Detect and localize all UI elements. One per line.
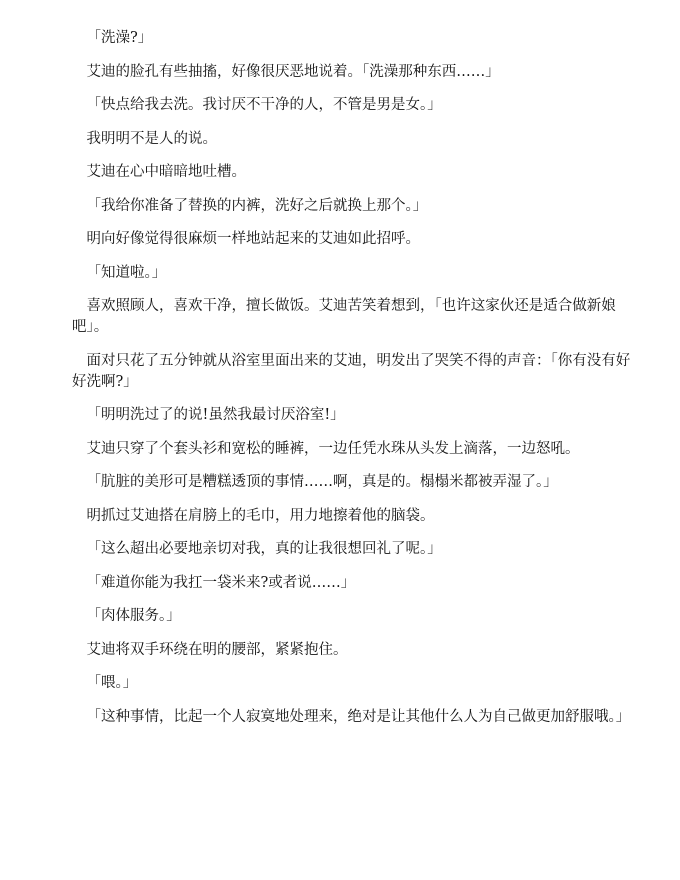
paragraph: 「洗澡?」 <box>86 30 153 46</box>
paragraph: 艾迪在心中暗暗地吐槽。 <box>86 164 246 180</box>
paragraph: 艾迪的脸孔有些抽搐，好像很厌恶地说着。「洗澡那种东西……」 <box>86 63 500 80</box>
paragraph: 「快点给我去洗。我讨厌不干净的人，不管是男是女。」 <box>86 97 442 113</box>
paragraph: 明抓过艾迪搭在肩膀上的毛巾，用力地擦着他的脑袋。 <box>86 507 435 524</box>
paragraph: 「喂。」 <box>86 675 138 691</box>
paragraph: 「肮脏的美形可是糟糕透顶的事情……啊，真是的。榻榻米都被弄湿了。」 <box>86 474 558 490</box>
paragraph: 艾迪将双手环绕在明的腰部，紧紧抱住。 <box>86 641 348 658</box>
paragraph: 「明明洗过了的说!虽然我最讨厌浴室!」 <box>86 407 345 423</box>
paragraph: 我明明不是人的说。 <box>86 130 217 147</box>
paragraph: 「肉体服务。」 <box>86 608 181 624</box>
paragraph: 「这种事情，比起一个人寂寞地处理来，绝对是让其他什么人为自己做更加舒服哦。」 <box>86 708 631 725</box>
paragraph: 艾迪只穿了个套头衫和宽松的睡裤，一边任凭水珠从头发上滴落，一边怒吼。 <box>86 440 580 457</box>
paragraph: 「难道你能为我扛一袋米来?或者说……」 <box>86 574 356 591</box>
paragraph: 「这么超出必要地亲切对我，真的让我很想回礼了呢。」 <box>86 541 442 557</box>
paragraph: 明向好像觉得很麻烦一样地站起来的艾迪如此招呼。 <box>86 231 420 247</box>
paragraph: 「我给你准备了替换的内裤，洗好之后就换上那个。」 <box>86 197 428 214</box>
paragraph: 面对只花了五分钟就从浴室里面出来的艾迪，明发出了哭笑不得的声音：「你有没有好好洗啊?」 <box>72 352 631 390</box>
paragraph: 「知道啦。」 <box>86 264 167 281</box>
text-column <box>72 28 632 740</box>
paragraph: 喜欢照顾人，喜欢干净，擅长做饭。艾迪苦笑着想到，「也许这家伙还是适合做新娘吧」。 <box>72 298 616 335</box>
